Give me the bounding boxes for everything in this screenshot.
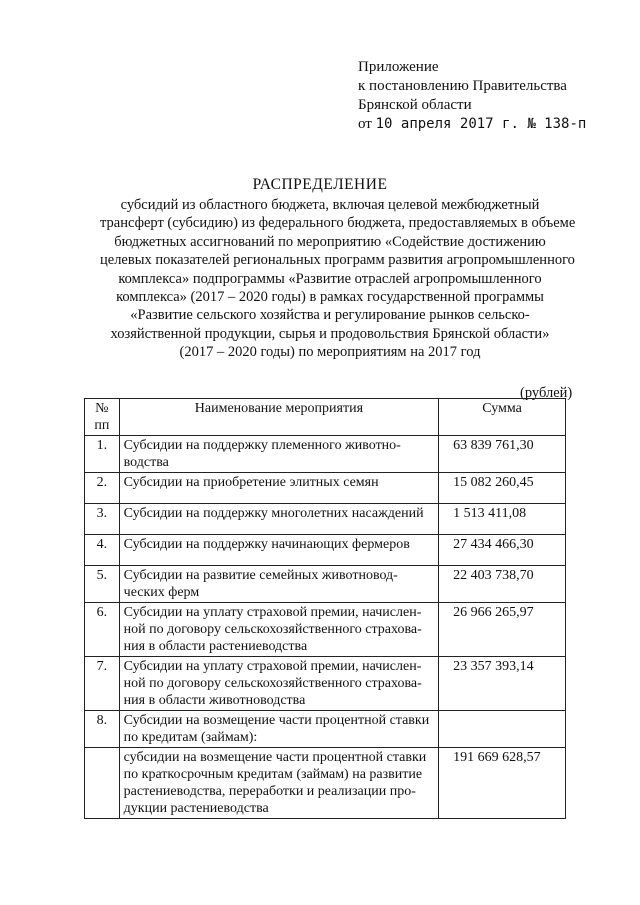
row-num: 8. [85, 711, 120, 748]
row-num: 4. [85, 535, 120, 566]
row-num: 2. [85, 473, 120, 504]
row-sum [439, 711, 566, 748]
table-row [85, 436, 566, 473]
appendix-date-number: 10 апреля 2017 г. № 138-п [375, 116, 587, 132]
subtitle-line: бюджетных ассигнований по мероприятию «Содействие достижению [114, 233, 546, 250]
row-name: субсидии на возмещение части процентной ставки по краткосрочным кредитам (займам) на развитие растениеводства, переработки и реализации про-дукции растениеводства [119, 748, 439, 819]
table-row [85, 603, 566, 657]
document-title: РАСПРЕДЕЛЕНИЕ [252, 176, 388, 193]
row-name: Субсидии на развитие семейных животновод-ческих ферм [119, 566, 439, 603]
appendix-line-4 [358, 115, 586, 134]
subtitle-line: субсидий из областного бюджета, включая целевой межбюджетный [120, 197, 540, 213]
row-num: 5. [85, 566, 120, 603]
header-sum: Сумма [439, 399, 566, 436]
appendix-date-prefix: от [358, 116, 372, 132]
subsidy-table [84, 398, 566, 819]
subtitle-line: «Развитие сельского хозяйства и регулирование рынков сельско- [130, 307, 530, 324]
table-row [85, 566, 566, 603]
row-sum: 23 357 393,14 [439, 657, 566, 711]
row-name: Субсидии на возмещение части процентной ставки по кредитам (займам): [119, 711, 439, 748]
table-row [85, 657, 566, 711]
table-row [85, 748, 566, 819]
subtitle-line: (2017 – 2020 годы) по мероприятиям на 2017 год [179, 344, 481, 361]
subtitle-line: трансферт (субсидию) из федерального бюджета, предоставляемых в объеме [100, 215, 576, 232]
row-num: 3. [85, 504, 120, 535]
table-row [85, 535, 566, 566]
row-sum: 26 966 265,97 [439, 603, 566, 657]
row-name: Субсидии на поддержку племенного животно-водства [119, 436, 439, 473]
appendix-line-3: Брянской области [358, 97, 472, 113]
row-name: Субсидии на уплату страховой премии, начислен-ной по договору сельскохозяйственного страхова-ния в области животноводства [119, 657, 439, 711]
row-name: Субсидии на приобретение элитных семян [119, 473, 439, 504]
row-sum: 22 403 738,70 [439, 566, 566, 603]
table-row [85, 504, 566, 535]
header-name: Наименование мероприятия [119, 399, 439, 436]
appendix-block [358, 58, 586, 134]
appendix-line-1: Приложение [358, 59, 439, 75]
row-num [85, 748, 120, 819]
row-sum: 15 082 260,45 [439, 473, 566, 504]
subtitle-line: комплекса» (2017 – 2020 годы) в рамках государственной программы [116, 289, 544, 306]
row-name: Субсидии на уплату страховой премии, начислен-ной по договору сельскохозяйственного страхова-ния в области растениеводства [119, 603, 439, 657]
table-row [85, 711, 566, 748]
row-sum: 27 434 466,30 [439, 535, 566, 566]
row-name: Субсидии на поддержку многолетних насаждений [119, 504, 439, 535]
appendix-line-2: к постановлению Правительства [358, 78, 567, 94]
row-sum: 191 669 628,57 [439, 748, 566, 819]
row-sum: 63 839 761,30 [439, 436, 566, 473]
currency-unit-label: (рублей) [520, 385, 573, 401]
document-subtitle [100, 196, 576, 362]
row-sum: 1 513 411,08 [439, 504, 566, 535]
row-num: 1. [85, 436, 120, 473]
row-name: Субсидии на поддержку начинающих фермеров [119, 535, 439, 566]
table-header-row [85, 399, 566, 436]
header-num: № пп [85, 399, 120, 436]
subtitle-line: хозяйственной продукции, сырья и продовольствия Брянской области» [110, 325, 550, 342]
subtitle-line: комплекса» подпрограммы «Развитие отраслей агропромышленного [118, 270, 542, 287]
row-num: 6. [85, 603, 120, 657]
row-num: 7. [85, 657, 120, 711]
subtitle-line: целевых показателей региональных программ развития агропромышленного [100, 252, 575, 269]
table-row [85, 473, 566, 504]
